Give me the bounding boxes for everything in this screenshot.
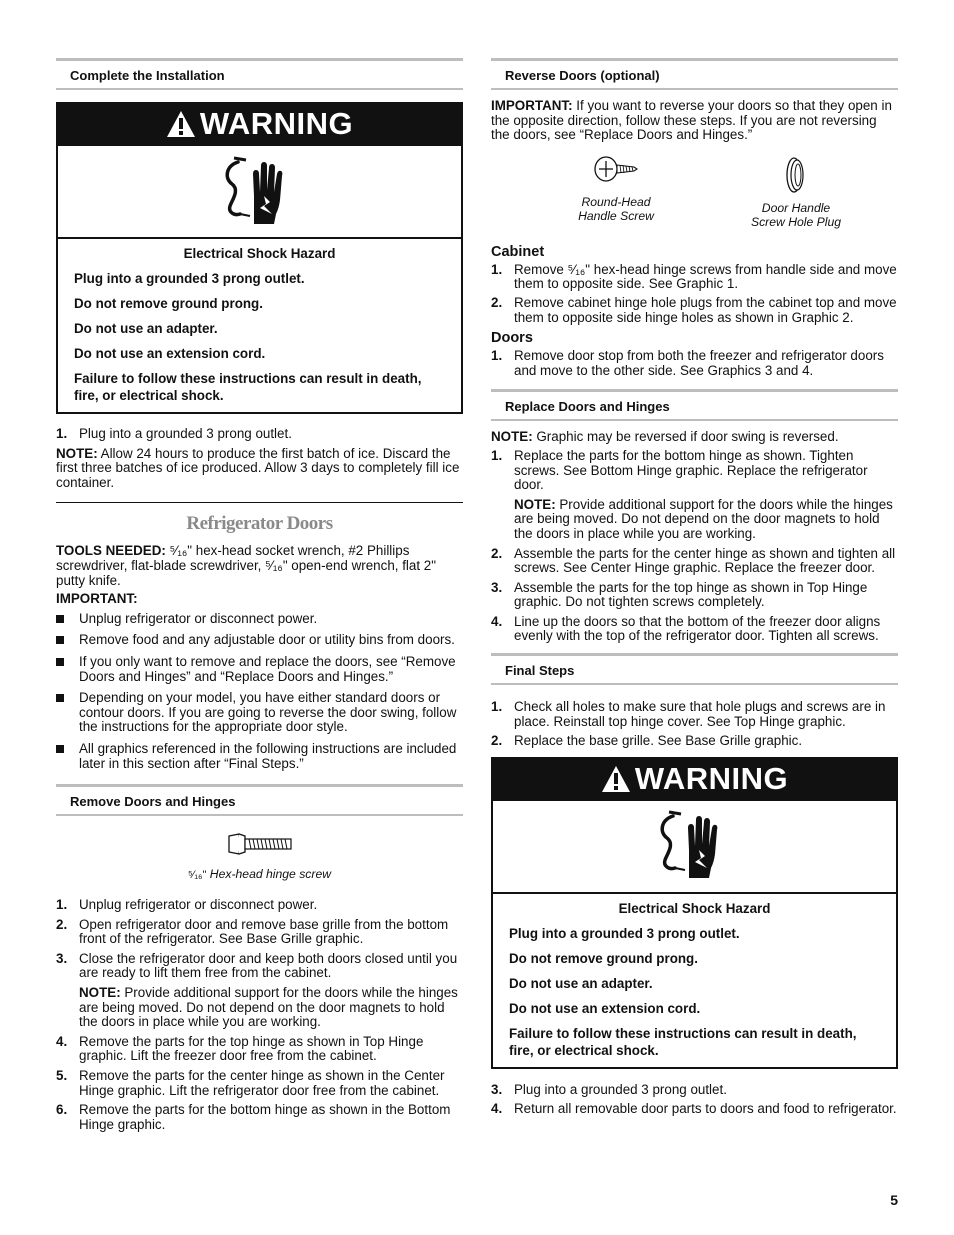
reverse-important: IMPORTANT: If you want to reverse your doors so that they open in the opposite direction, follow these steps. If you are not reversing the doors, see “Replace Doors and Hinges.” bbox=[491, 98, 892, 143]
left-column bbox=[56, 58, 463, 1132]
warning-line: Do not use an adapter. bbox=[74, 321, 218, 336]
final-steps bbox=[491, 700, 898, 749]
list-item: 3. Plug into a grounded 3 prong outlet. bbox=[491, 1081, 727, 1097]
final-steps-continued bbox=[491, 1083, 898, 1117]
warning-line: Do not use an extension cord. bbox=[509, 1000, 701, 1016]
warning-line: Failure to follow these instructions can result in death, fire, or electrical shock. bbox=[509, 1025, 857, 1058]
replace-note: NOTE: Graphic may be reversed if door swing is reversed. bbox=[491, 429, 839, 445]
right-column bbox=[491, 58, 898, 1117]
important-label: IMPORTANT: bbox=[56, 591, 138, 607]
tools-needed: TOOLS NEEDED: ⁵⁄₁₆" hex-head socket wrench, #2 Phillips screwdriver, flat-blade screwdriver, ⁵⁄₁₆" open-end wrench, flat 2" putty knife. bbox=[56, 543, 436, 588]
warning-line: Failure to follow these instructions can result in death, fire, or electrical shock. bbox=[74, 371, 422, 403]
doors-steps bbox=[491, 349, 898, 378]
screw-hole-plug-icon bbox=[784, 155, 808, 195]
warning-line: Do not use an adapter. bbox=[509, 975, 653, 991]
hex-screw-caption: ⁵⁄₁₆" Hex-head hinge screw bbox=[187, 867, 332, 882]
shock-hazard-icon-area bbox=[493, 799, 896, 894]
list-item: 4. Line up the doors so that the bottom of the freezer door aligns evenly with the top of the refrigerator door. Tighten all screws. bbox=[491, 613, 881, 644]
shock-hazard-icon-area bbox=[58, 144, 461, 239]
section-title-refrigerator-doors: Refrigerator Doors bbox=[186, 513, 333, 535]
list-item: 2. Remove cabinet hinge hole plugs from the cabinet top and move them to opposite side hinge holes as shown in Graphic 2. bbox=[491, 294, 897, 325]
list-item: Unplug refrigerator or disconnect power. bbox=[56, 612, 463, 627]
list-item: 1. Unplug refrigerator or disconnect power. bbox=[56, 897, 318, 913]
list-item: 4. Return all removable door parts to doors and food to refrigerator. bbox=[491, 1101, 897, 1117]
warning-triangle-icon bbox=[601, 765, 631, 793]
section-heading-remove: Remove Doors and Hinges bbox=[56, 784, 463, 816]
screw-hole-plug-caption: Door Handle Screw Hole Plug bbox=[750, 200, 842, 229]
electrical-shock-hand-icon bbox=[220, 156, 300, 228]
screw-hole-plug-figure bbox=[731, 155, 861, 229]
install-steps bbox=[56, 427, 463, 442]
list-item: 5. Remove the parts for the center hinge as shown in the Center Hinge graphic. Lift the refrigerator door free from the cabinet. bbox=[56, 1068, 445, 1098]
install-note: NOTE: Allow 24 hours to produce the first batch of ice. Discard the first three batches of ice produced. Allow 3 days to completely fill ice container. bbox=[56, 445, 460, 490]
list-item: 1. Remove ⁵⁄₁₆" hex-head hinge screws from handle side and move them to opposite side. See Graphic 1. bbox=[491, 261, 897, 292]
list-item: 3. Assemble the parts for the top hinge as shown in Top Hinge graphic. Do not tighten screws completely. bbox=[491, 579, 868, 610]
page-number: 5 bbox=[890, 1192, 898, 1208]
warning-header bbox=[58, 104, 461, 144]
warning-box bbox=[56, 102, 463, 414]
list-item: Depending on your model, you have either standard doors or contour doors. If you are going to reverse the door swing, follow the instructions for the appropriate door style. bbox=[56, 691, 463, 735]
warning-triangle-icon bbox=[166, 110, 196, 138]
list-item: All graphics referenced in the following instructions are included later in this section after “Final Steps.” bbox=[56, 742, 463, 771]
list-item: If you only want to remove and replace the doors, see “Remove Doors and Hinges” and “Replace Doors and Hinges.” bbox=[56, 655, 463, 684]
electrical-shock-hand-icon bbox=[655, 810, 735, 882]
warning-line: Do not remove ground prong. bbox=[509, 950, 698, 966]
warning-box bbox=[491, 757, 898, 1069]
warning-hazard: Electrical Shock Hazard bbox=[183, 246, 336, 261]
cabinet-heading: Cabinet bbox=[491, 243, 545, 260]
warning-line: Do not remove ground prong. bbox=[74, 296, 263, 311]
remove-note: NOTE: Provide additional support for the doors while the hinges are being moved. Do not depend on the door magnets to hold the doors in place while you are working. bbox=[79, 985, 458, 1030]
round-head-screw-figure bbox=[551, 155, 681, 229]
refrigerator-doors-section bbox=[56, 502, 463, 535]
warning-header bbox=[493, 759, 896, 799]
replace-steps bbox=[491, 449, 898, 644]
section-heading-final: Final Steps bbox=[491, 653, 898, 685]
round-head-screw-icon bbox=[594, 155, 638, 183]
warning-hazard: Electrical Shock Hazard bbox=[618, 900, 771, 916]
list-item: Remove food and any adjustable door or utility bins from doors. bbox=[56, 633, 463, 648]
reverse-parts-figures bbox=[491, 155, 898, 229]
list-item: 2. Replace the base grille. See Base Grille graphic. bbox=[491, 733, 803, 749]
warning-title: WARNING bbox=[634, 760, 789, 796]
doors-heading: Doors bbox=[491, 330, 533, 347]
replace-inner-note: NOTE: Provide additional support for the doors while the hinges are being moved. Do not depend on the door magnets to hold the doors in place while you are working. bbox=[514, 496, 893, 541]
important-bullets bbox=[56, 612, 463, 771]
cabinet-steps bbox=[491, 263, 898, 325]
section-heading-complete: Complete the Installation bbox=[56, 58, 463, 90]
list-item: 2. Assemble the parts for the center hinge as shown and tighten all screws. See Center Hinge graphic. Replace the freezer door. bbox=[491, 545, 896, 576]
hex-head-screw-icon bbox=[227, 832, 293, 856]
warning-body bbox=[493, 894, 896, 1067]
hex-screw-figure bbox=[56, 832, 463, 882]
warning-line: Plug into a grounded 3 prong outlet. bbox=[509, 925, 740, 941]
warning-line: Plug into a grounded 3 prong outlet. bbox=[74, 271, 305, 286]
section-heading-replace: Replace Doors and Hinges bbox=[491, 389, 898, 421]
list-item: 1. Check all holes to make sure that hole plugs and screws are in place. Reinstall top hinge cover. See Top Hinge graphic. bbox=[491, 699, 886, 729]
section-heading-reverse: Reverse Doors (optional) bbox=[491, 58, 898, 90]
remove-steps bbox=[56, 898, 463, 1132]
list-item: 2. Open refrigerator door and remove base grille from the bottom front of the refrigerator. See Base Grille graphic. bbox=[56, 916, 449, 947]
warning-body bbox=[58, 239, 461, 412]
list-item: 4. Remove the parts for the top hinge as shown in Top Hinge graphic. Lift the freezer door free from the cabinet. bbox=[56, 1033, 424, 1064]
list-item: 1. Remove door stop from both the freezer and refrigerator doors and move to the other side. See Graphics 3 and 4. bbox=[491, 348, 884, 378]
warning-line: Do not use an extension cord. bbox=[74, 346, 266, 361]
list-item: 1. Replace the parts for the bottom hinge as shown. Tighten screws. See Bottom Hinge graphic. Replace the refrigerator door. NOTE: Provide additional support for the doors while the hinges are being moved. Do not depend on the door magnets to hold the doors in place while you are working. bbox=[491, 449, 898, 542]
list-item: 3. Close the refrigerator door and keep both doors closed until you are ready to lift them free from the cabinet. NOTE: Provide additional support for the doors while the hinges are being moved. Do not depend on the door magnets to hold the doors in place while you are working. bbox=[56, 952, 463, 1030]
list-item: 6. Remove the parts for the bottom hinge as shown in the Bottom Hinge graphic. bbox=[56, 1102, 451, 1132]
round-head-screw-caption: Round-Head Handle Screw bbox=[578, 194, 654, 223]
list-item: 1. Plug into a grounded 3 prong outlet. bbox=[56, 426, 292, 441]
warning-title: WARNING bbox=[199, 106, 354, 141]
